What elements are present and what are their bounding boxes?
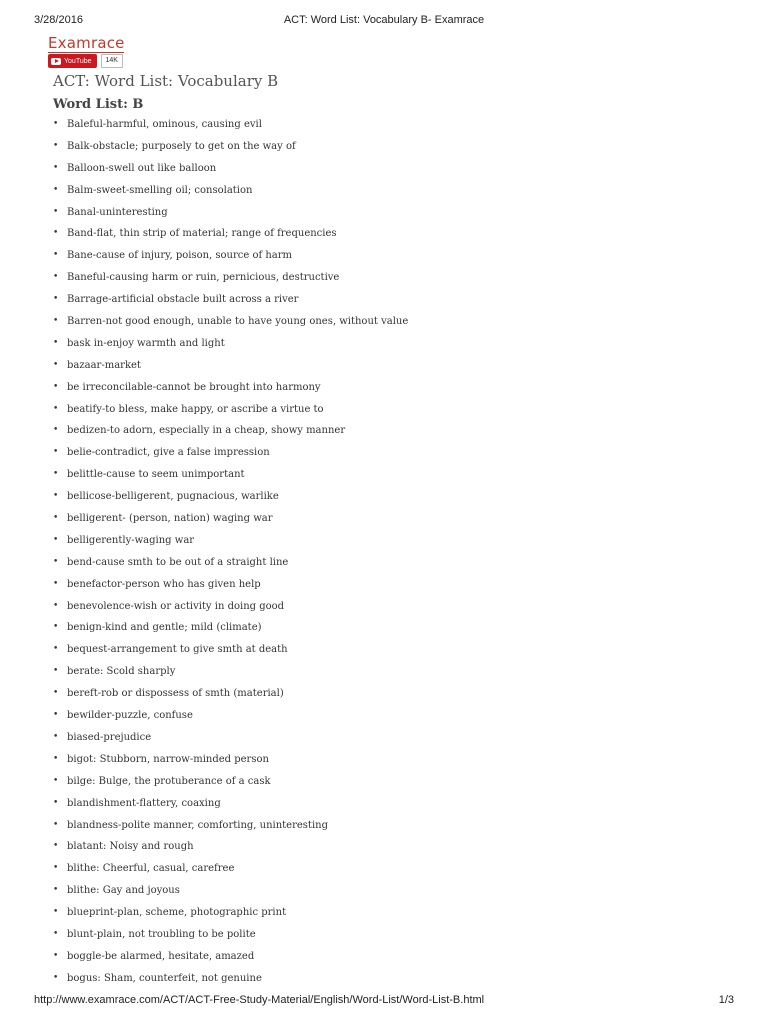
list-item: • bewilder-puzzle, confuse xyxy=(53,705,713,727)
list-item: • belligerently-waging war xyxy=(53,530,713,552)
print-url: http://www.examrace.com/ACT/ACT-Free-Study-Material/English/Word-List/Word-List-B.html xyxy=(34,994,485,1006)
list-item: • bask in-enjoy warmth and light xyxy=(53,333,713,355)
list-item: • blueprint-plan, scheme, photographic print xyxy=(53,902,713,924)
youtube-subscribe-widget[interactable] xyxy=(48,54,123,68)
list-item: • bereft-rob or dispossess of smth (material) xyxy=(53,683,713,705)
print-footer xyxy=(34,994,734,1010)
print-date: 3/28/2016 xyxy=(34,14,83,26)
examrace-logo[interactable] xyxy=(48,34,125,52)
list-item: • bequest-arrangement to give smth at death xyxy=(53,639,713,661)
list-item: • be irreconcilable-cannot be brought into harmony xyxy=(53,377,713,399)
list-item: • Baneful-causing harm or ruin, pernicious, destructive xyxy=(53,267,713,289)
list-item: • bogus: Sham, counterfeit, not genuine xyxy=(53,968,713,990)
list-item: • berate: Scold sharply xyxy=(53,661,713,683)
list-item: • bedizen-to adorn, especially in a cheap, showy manner xyxy=(53,420,713,442)
list-item: • Bane-cause of injury, poison, source of harm xyxy=(53,245,713,267)
list-item: • benign-kind and gentle; mild (climate) xyxy=(53,617,713,639)
list-item: • blatant: Noisy and rough xyxy=(53,836,713,858)
print-page-number: 1/3 xyxy=(718,994,734,1006)
word-list xyxy=(53,114,713,990)
list-item: • benevolence-wish or activity in doing good xyxy=(53,596,713,618)
list-item: • belie-contradict, give a false impression xyxy=(53,442,713,464)
list-item: • benefactor-person who has given help xyxy=(53,574,713,596)
list-item: • Balm-sweet-smelling oil; consolation xyxy=(53,180,713,202)
list-item: • Baleful-harmful, ominous, causing evil xyxy=(53,114,713,136)
list-item: • blithe: Gay and joyous xyxy=(53,880,713,902)
list-item: • blunt-plain, not troubling to be polite xyxy=(53,924,713,946)
youtube-subscriber-count: 14K xyxy=(101,54,123,68)
list-item: • Banal-uninteresting xyxy=(53,202,713,224)
list-item: • boggle-be alarmed, hesitate, amazed xyxy=(53,946,713,968)
list-item: • Balloon-swell out like balloon xyxy=(53,158,713,180)
page-title: ACT: Word List: Vocabulary B xyxy=(53,72,279,90)
list-item: • belittle-cause to seem unimportant xyxy=(53,464,713,486)
list-item: • beatify-to bless, make happy, or ascribe a virtue to xyxy=(53,399,713,421)
list-item: • Balk-obstacle; purposely to get on the way of xyxy=(53,136,713,158)
youtube-play-icon xyxy=(51,58,61,65)
logo-text: Examrace xyxy=(48,34,125,52)
list-item: • bazaar-market xyxy=(53,355,713,377)
list-item: • Barren-not good enough, unable to have young ones, without value xyxy=(53,311,713,333)
list-item: • bilge: Bulge, the protuberance of a cask xyxy=(53,771,713,793)
print-header xyxy=(34,14,734,30)
list-item: • bellicose-belligerent, pugnacious, warlike xyxy=(53,486,713,508)
list-item: • bigot: Stubborn, narrow-minded person xyxy=(53,749,713,771)
youtube-label: YouTube xyxy=(64,57,92,65)
youtube-button[interactable] xyxy=(48,54,97,68)
print-page-title: ACT: Word List: Vocabulary B- Examrace xyxy=(283,14,485,26)
list-item: • bend-cause smth to be out of a straight line xyxy=(53,552,713,574)
list-item: • Barrage-artificial obstacle built across a river xyxy=(53,289,713,311)
list-item: • blandness-polite manner, comforting, uninteresting xyxy=(53,815,713,837)
word-list-heading: Word List: B xyxy=(53,97,144,112)
list-item: • blithe: Cheerful, casual, carefree xyxy=(53,858,713,880)
list-item: • Band-flat, thin strip of material; range of frequencies xyxy=(53,223,713,245)
list-item: • biased-prejudice xyxy=(53,727,713,749)
list-item: • blandishment-flattery, coaxing xyxy=(53,793,713,815)
list-item: • belligerent- (person, nation) waging war xyxy=(53,508,713,530)
logo-underline xyxy=(48,52,124,53)
